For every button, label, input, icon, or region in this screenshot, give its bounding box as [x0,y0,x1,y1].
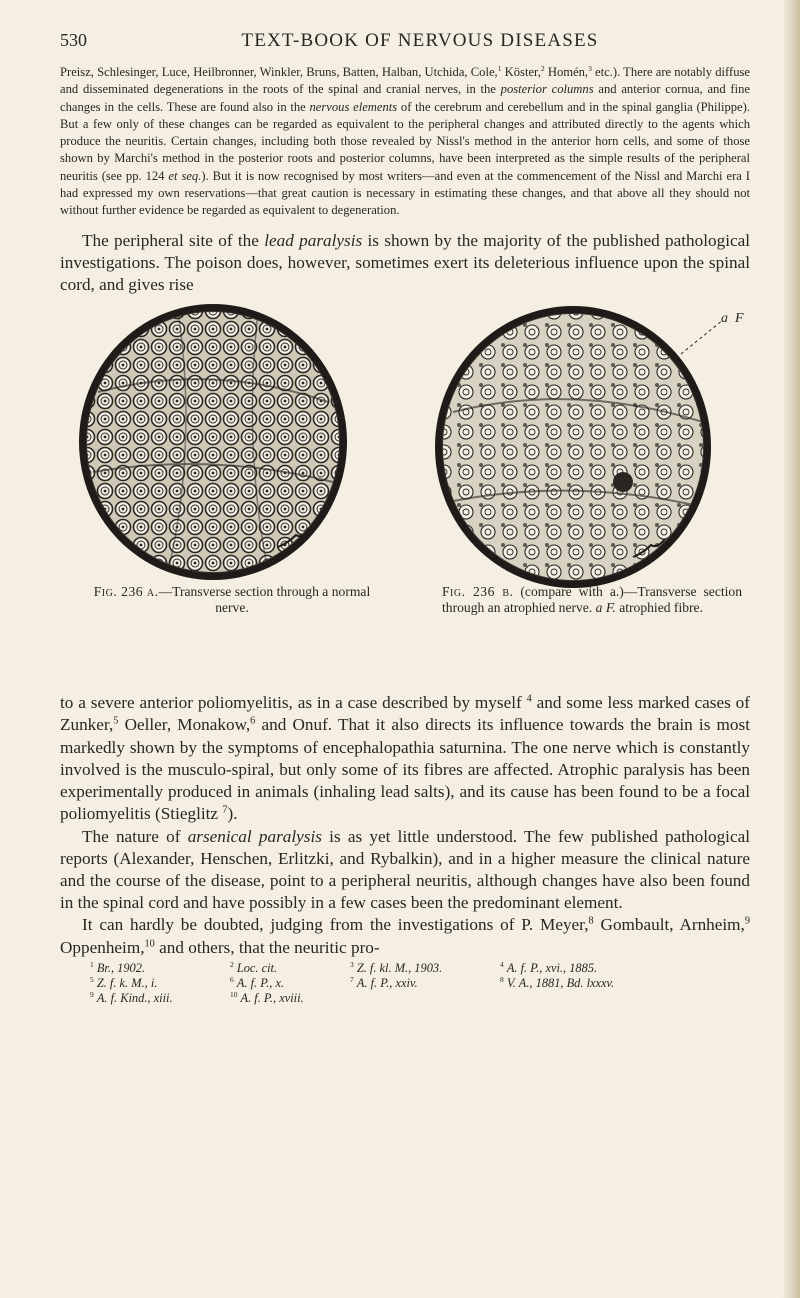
footnote-ref: 10 [144,937,155,949]
footnote-ref: 6 [250,715,256,727]
footnote-ref: 9 [744,915,751,927]
running-head: TEXT-BOOK OF NERVOUS DISEASES [241,30,599,51]
page-number: 530 [60,30,87,50]
footnotes [60,961,750,1006]
footnote-ref: 2 [540,63,545,73]
footnote: $^2$ Loc. cit. [230,959,278,975]
page [60,30,750,1006]
page-header [60,30,750,60]
paragraph-poliomyelitis: to a severe anterior poliomyelitis, as in a case described by myself $^4$ and some less marked cases of Zunker,$^5$ Oeller, Monakow,$^6$ and Onuf. That it also directs its influence towards the brain is most markedly shown by the symptoms of encephalopathia saturnina. The one nerve which is constantly involved is the musculo-spiral, but only some of its fibres are affected. Atrophic paralysis has been experimentally produced in animals (inhaling lead salts), and its cause has been found to be a focal poliomyelitis (Stieglitz $^7$). [60,693,750,824]
small-paragraph: Preisz, Schlesinger, Luce, Heilbronner, Winkler, Bruns, Batten, Halban, Utchida, Cole,$^1$ Köster,$^2$ Homén,$^3$ etc.). There are notably diffuse and disseminated degenerations in the roots of the spinal and cranial nerves, in the posterior columns and anterior cornua, and fine changes in the cells. These are found also in the nervous elements of the cerebrum and cerebellum and in the spinal ganglia (Philippe). But a few only of these changes can be regarded as equivalent to the peripheral changes and attributed directly to the agents which produce the neuritis. Certain changes, including both those revealed by Nissl's method in the anterior horn cells, and some of those shown by Marchi's method in the posterior roots and posterior columns, have been interpreted as the simple results of the peripheral neuritis (see pp. 124 et seq.). But it is now recognised by most writers—and even at the commencement of the Nissl and Marchi era I had expressed my own reservations—that great caution is necessary in estimating these changes, and that above all they should not without further evidence be regarded as equivalent to degeneration. [60,63,750,218]
footnote: $^8$ V. A., 1881, Bd. lxxxv. [500,974,615,990]
footnote-ref: 4 [526,693,532,705]
footnote: $^5$ Z. f. k. M., i. [90,974,158,990]
figure-normal-nerve [78,302,348,582]
footnote: $^{10}$ A. f. P., xviii. [230,989,304,1005]
footnote-ref: 1 [497,63,502,73]
footnote: $^1$ Br., 1902. [90,959,146,975]
footnote: $^6$ A. f. P., x. [230,974,285,990]
footnote: $^3$ Z. f. kl. M., 1903. [350,959,443,975]
figure-atrophied-nerve [433,302,753,592]
footnote-row [60,991,750,1006]
paragraph-arsenical-paralysis: The nature of arsenical paralysis is as yet little understood. The few published pathological reports (Alexander, Henschen, Erlitzki, and Rybalkin), and in a higher measure the clinical nature and the course of the disease, point to a peripheral neuritis, although changes have also been found in the spinal cord and have possibly in a few cases been the predominant element. [60,826,750,913]
footnote-ref: 5 [113,715,119,727]
footnote: $^9$ A. f. Kind., xiii. [90,989,173,1005]
footnote-ref: 3 [588,63,592,73]
footnote-ref: 7 [222,804,228,816]
figure-area [60,302,750,692]
footnote-row [60,976,750,991]
footnote-row [60,961,750,976]
marker-f: F [735,311,744,327]
scan-edge-shadow [782,0,800,1298]
figure-caption-b: Fig. 236 b. (compare with a.)—Transverse section through an atrophied nerve. a F. atrophied fibre. [442,584,742,616]
figure-caption-a: Fig. 236 a.—Transverse section through a normal nerve. [93,584,371,616]
marker-a: a [721,311,728,327]
footnote-ref: 8 [588,915,594,927]
paragraph-neuritic-process: It can hardly be doubted, judging from the investigations of P. Meyer,$^8$ Gombault, Arnheim,$^9$ Oppenheim,$^{10}$ and others, that the neuritic pro- [60,915,751,957]
footnote: $^7$ A. f. P., xxiv. [350,974,418,990]
paragraph-lead-paralysis: The peripheral site of the lead paralysis is shown by the majority of the published pathological investigations. The poison does, however, sometimes exert its deleterious influence upon the spinal cord, and gives rise [60,230,750,295]
footnote: $^4$ A. f. P., xvi., 1885. [500,959,598,975]
